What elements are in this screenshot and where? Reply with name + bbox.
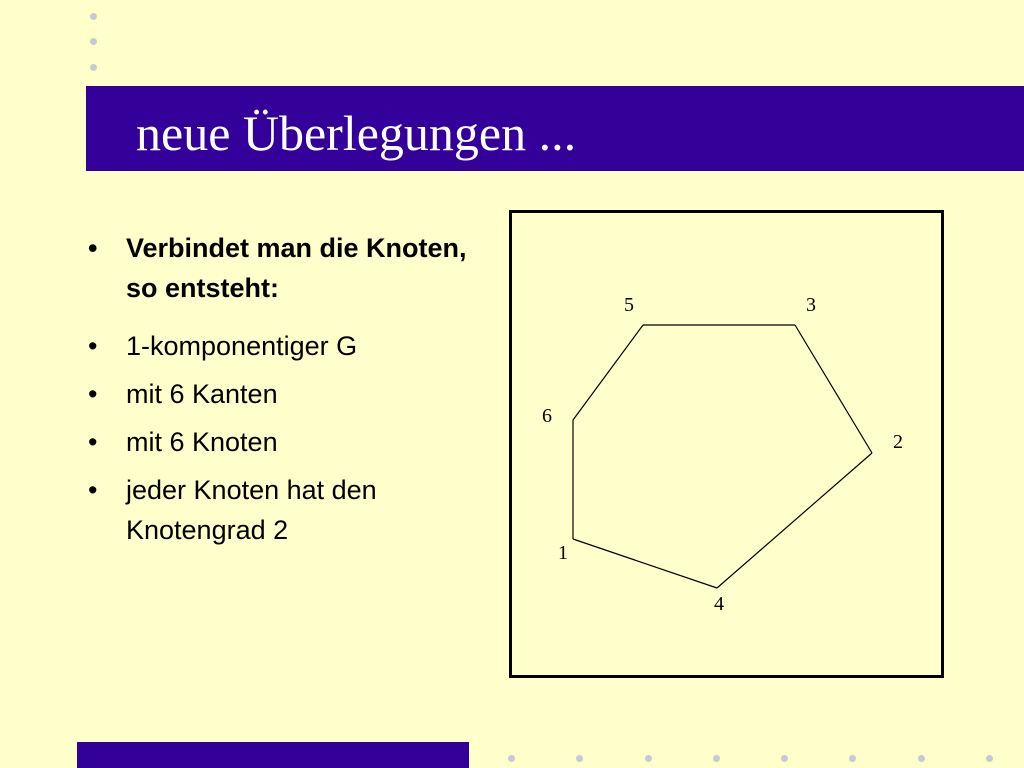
decorative-dot xyxy=(986,755,993,762)
graph-diagram xyxy=(512,213,941,675)
decorative-dot xyxy=(781,755,788,762)
bullet-item xyxy=(86,470,486,550)
bullet-marker: • xyxy=(88,475,98,505)
decorative-dot xyxy=(849,755,856,762)
graph-node-label-4: 4 xyxy=(714,593,724,615)
title-bar xyxy=(86,86,1024,171)
decorative-dot xyxy=(508,755,515,762)
decorative-dot xyxy=(713,755,720,762)
bullet-marker: • xyxy=(88,379,98,409)
bullet-marker: • xyxy=(88,427,98,457)
bullet-item xyxy=(86,228,486,308)
bullet-text: Verbindet man die Knoten, so entsteht: xyxy=(126,233,467,303)
graph-node-label-1: 1 xyxy=(558,542,568,564)
graph-node-label-3: 3 xyxy=(806,294,816,316)
bullet-item xyxy=(86,326,486,366)
decorative-dot xyxy=(645,755,652,762)
bullet-text: mit 6 Knoten xyxy=(126,427,278,457)
decorative-dot xyxy=(576,755,583,762)
bullet-marker: • xyxy=(88,233,98,263)
bullet-text: jeder Knoten hat den Knotengrad 2 xyxy=(126,475,377,545)
graph-diagram-frame xyxy=(509,210,944,678)
decorative-dot xyxy=(90,64,97,71)
slide-title: neue Überlegungen ... xyxy=(136,105,577,161)
bottom-accent-bar xyxy=(77,742,469,768)
decorative-dot xyxy=(90,38,97,45)
decorative-dot xyxy=(90,13,97,20)
bullet-text: 1-komponentiger G xyxy=(126,331,358,361)
graph-edge-2-4 xyxy=(717,453,872,588)
graph-node-label-2: 2 xyxy=(893,431,903,453)
graph-edge-3-2 xyxy=(795,325,872,453)
graph-node-label-5: 5 xyxy=(624,294,634,316)
bullet-item xyxy=(86,422,486,462)
bullet-item xyxy=(86,374,486,414)
graph-node-label-6: 6 xyxy=(542,405,552,427)
bullet-list xyxy=(86,228,486,558)
graph-edge-4-1 xyxy=(573,539,717,588)
bullet-marker: • xyxy=(88,331,98,361)
graph-edge-6-5 xyxy=(573,325,643,420)
decorative-dot xyxy=(918,755,925,762)
bullet-text: mit 6 Kanten xyxy=(126,379,278,409)
